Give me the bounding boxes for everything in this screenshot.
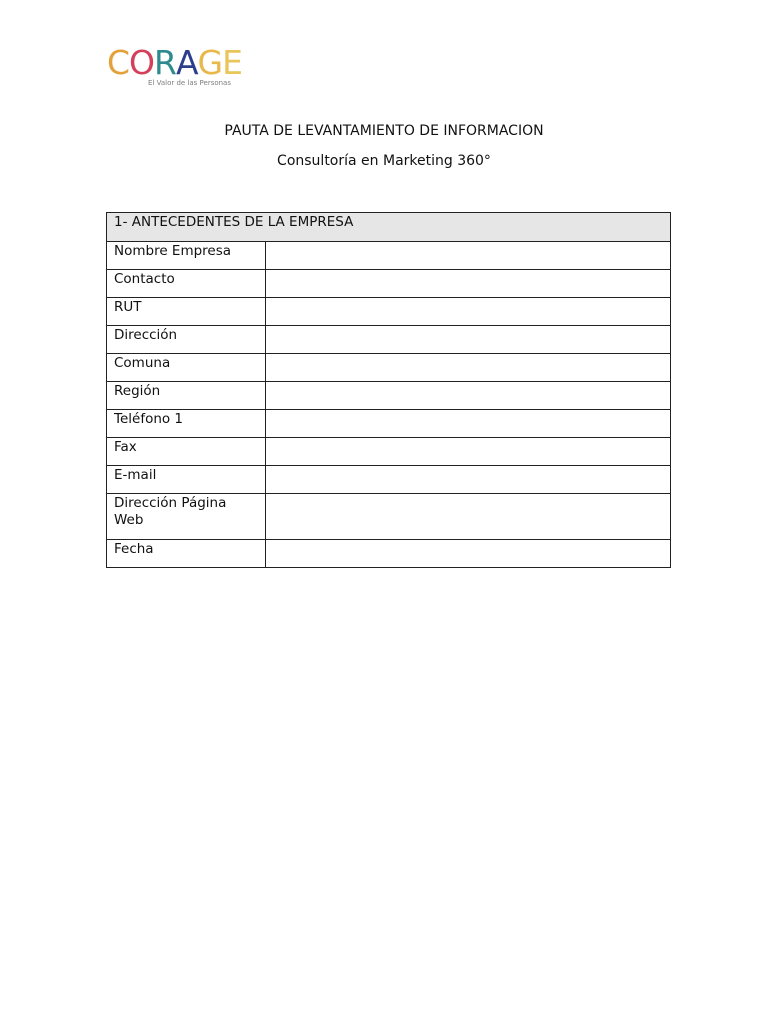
table-row — [107, 298, 671, 326]
table-row — [107, 382, 671, 410]
field-value-rut[interactable] — [266, 298, 671, 326]
field-label: Contacto — [107, 270, 266, 298]
logo-tagline: El Valor de las Personas — [148, 79, 231, 87]
field-value-fax[interactable] — [266, 438, 671, 466]
table-row — [107, 326, 671, 354]
field-label: Nombre Empresa — [107, 242, 266, 270]
logo-letter: A — [175, 43, 198, 82]
document-subtitle: Consultoría en Marketing 360° — [277, 153, 491, 169]
field-label: E-mail — [107, 466, 266, 494]
field-label: Fecha — [107, 540, 266, 568]
logo-wordmark — [107, 44, 242, 82]
table-row — [107, 410, 671, 438]
field-value-address[interactable] — [266, 326, 671, 354]
field-value-website[interactable] — [266, 494, 671, 540]
field-label: Comuna — [107, 354, 266, 382]
field-value-email[interactable] — [266, 466, 671, 494]
table-row — [107, 242, 671, 270]
document-title: PAUTA DE LEVANTAMIENTO DE INFORMACION — [224, 123, 544, 139]
table-row — [107, 540, 671, 568]
field-value-date[interactable] — [266, 540, 671, 568]
company-logo — [107, 44, 252, 92]
table-row — [107, 438, 671, 466]
logo-letter: R — [154, 43, 176, 82]
field-value-contact[interactable] — [266, 270, 671, 298]
field-label: Teléfono 1 — [107, 410, 266, 438]
table-row — [107, 270, 671, 298]
table-row — [107, 494, 671, 540]
company-info-table — [106, 212, 671, 568]
table-row — [107, 354, 671, 382]
table-row — [107, 466, 671, 494]
field-value-region[interactable] — [266, 382, 671, 410]
logo-letter: O — [129, 43, 155, 82]
field-label: RUT — [107, 298, 266, 326]
field-value-comuna[interactable] — [266, 354, 671, 382]
section-title: 1- ANTECEDENTES DE LA EMPRESA — [107, 213, 671, 242]
logo-letter: C — [107, 43, 130, 82]
field-value-company-name[interactable] — [266, 242, 671, 270]
field-value-phone[interactable] — [266, 410, 671, 438]
section-header-row — [107, 213, 671, 242]
field-label: Dirección Página Web — [107, 494, 266, 540]
field-label: Región — [107, 382, 266, 410]
logo-letter: E — [222, 43, 242, 82]
field-label: Dirección — [107, 326, 266, 354]
logo-letter: G — [197, 43, 223, 82]
field-label: Fax — [107, 438, 266, 466]
